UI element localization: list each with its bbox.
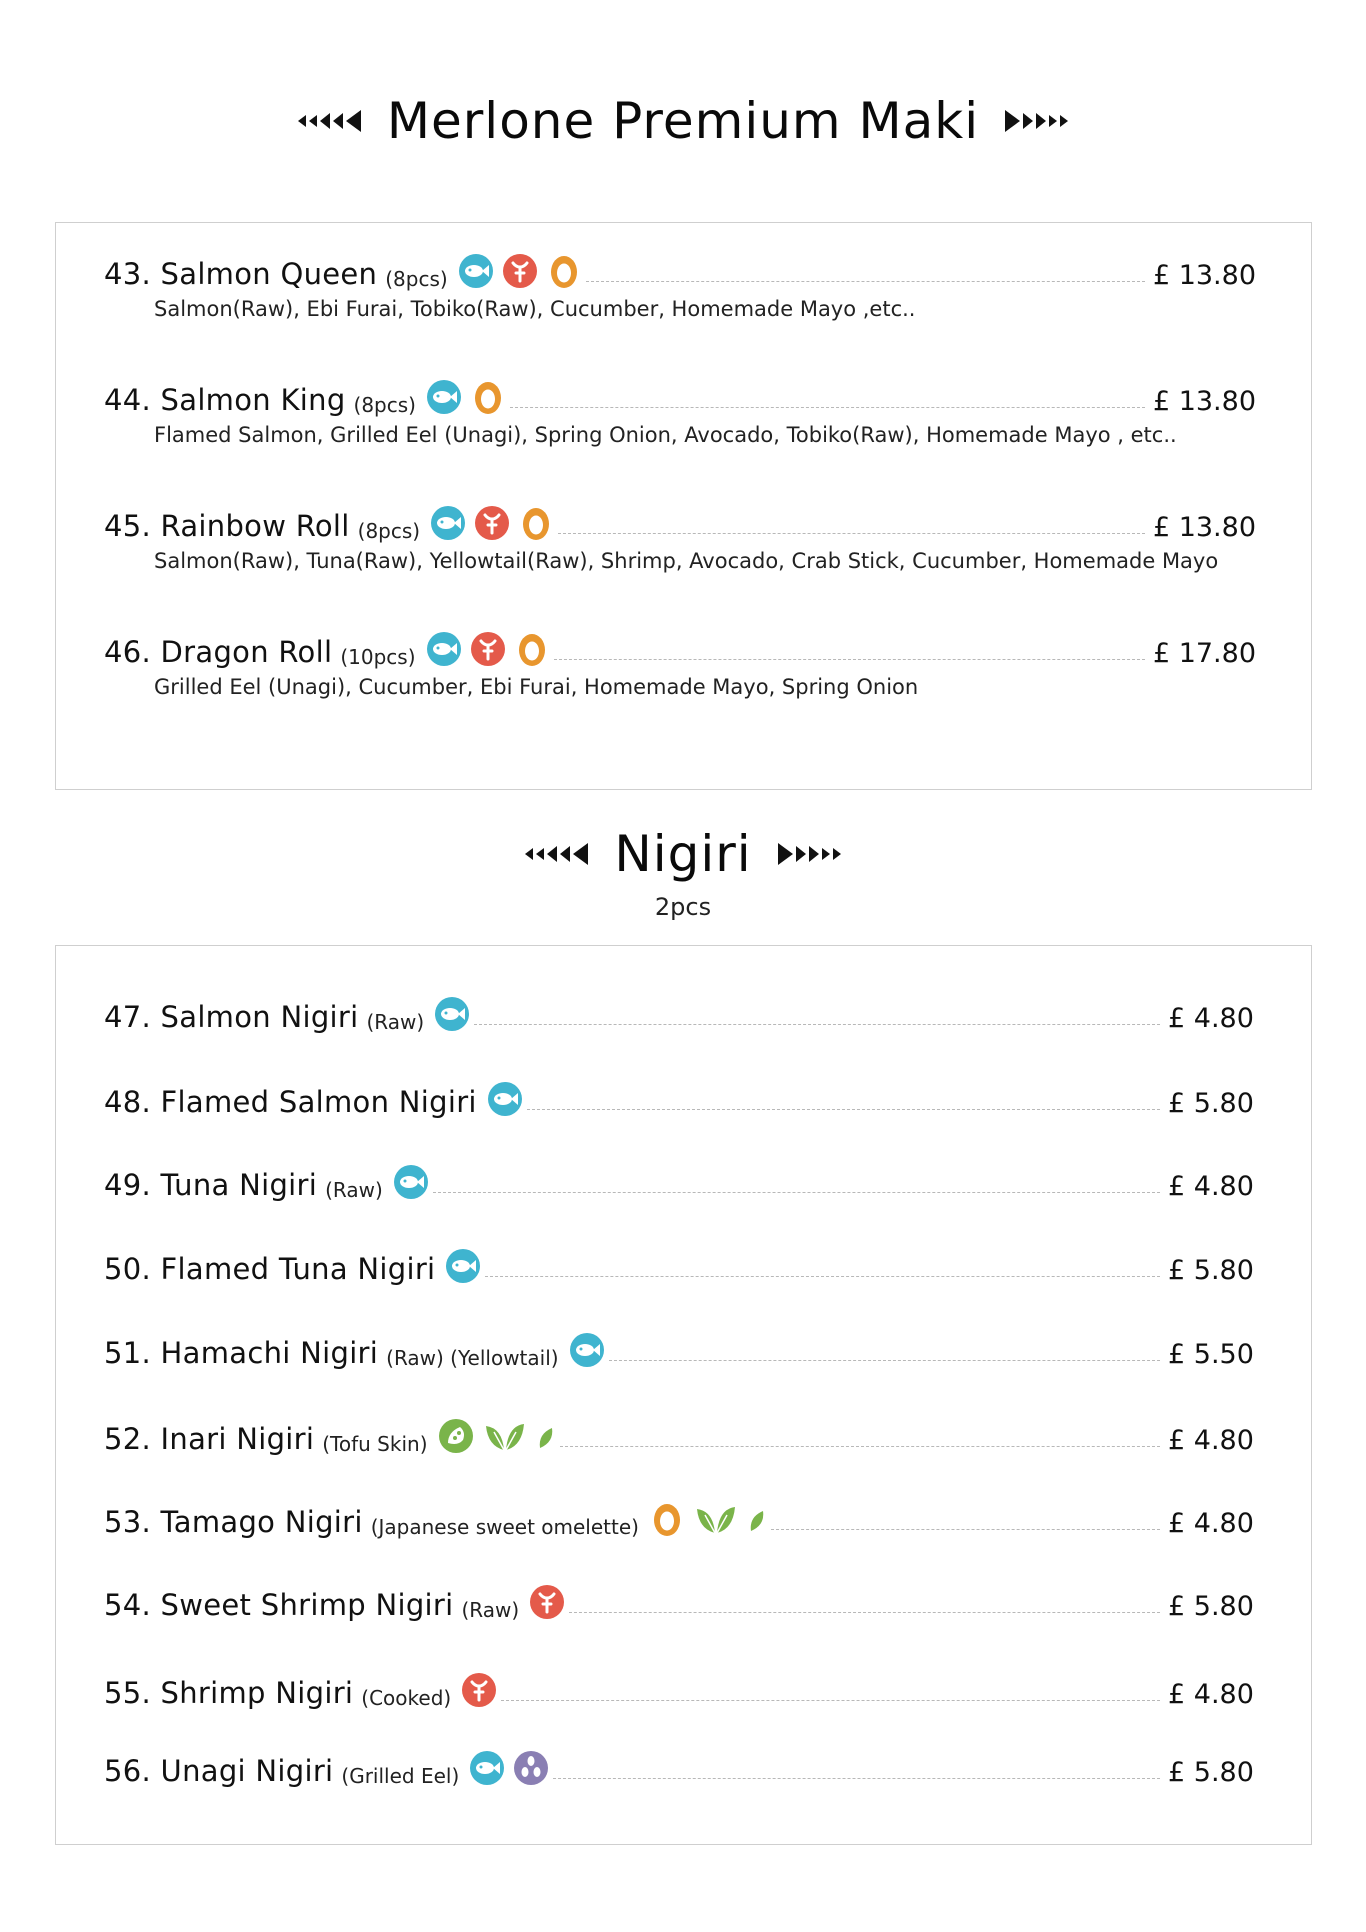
dotted-leader <box>560 1446 1161 1447</box>
dotted-leader <box>586 281 1145 282</box>
menu-item-note: (Raw) <box>325 1178 383 1202</box>
maki-panel <box>55 222 1312 790</box>
menu-item-line <box>104 505 1256 543</box>
menu-item-note: (10pcs) <box>340 645 416 669</box>
menu-item-description: Salmon(Raw), Ebi Furai, Tobiko(Raw), Cucumber, Homemade Mayo ,etc.. <box>154 297 916 321</box>
dotted-leader <box>771 1529 1160 1530</box>
right-arrows-icon <box>1005 110 1068 132</box>
allergen-icons <box>445 1248 481 1284</box>
menu-item-price: £ 5.80 <box>1168 1591 1254 1622</box>
allergen-icons <box>434 996 470 1032</box>
menu-item <box>104 253 1256 321</box>
dotted-leader <box>433 1192 1160 1193</box>
menu-item <box>104 1501 1256 1539</box>
allergen-icons <box>438 1418 556 1454</box>
menu-item-note: (8pcs) <box>357 519 421 543</box>
dotted-leader <box>510 407 1145 408</box>
menu-item-description: Salmon(Raw), Tuna(Raw), Yellowtail(Raw), Shrimp, Avocado, Crab Stick, Cucumber, Homemade Mayo <box>154 549 1219 573</box>
menu-item-price: £ 4.80 <box>1168 1171 1254 1202</box>
menu-item <box>104 1164 1256 1202</box>
allergen-icons <box>529 1584 565 1620</box>
menu-item <box>104 1418 1256 1456</box>
allergen-icons <box>649 1501 767 1537</box>
dotted-leader <box>501 1700 1160 1701</box>
menu-item-note: (Cooked) <box>361 1686 452 1710</box>
menu-item-price: £ 5.80 <box>1168 1088 1254 1119</box>
menu-item-price: £ 4.80 <box>1168 1003 1254 1034</box>
shrimp-icon <box>474 505 510 541</box>
menu-item <box>104 1750 1256 1788</box>
menu-item-note: (Raw) (Yellowtail) <box>386 1346 559 1370</box>
menu-item-name: 52. Inari Nigiri <box>104 1422 315 1456</box>
shrimp-icon <box>461 1672 497 1708</box>
fish-icon <box>426 379 462 415</box>
menu-item <box>104 1248 1256 1286</box>
menu-item-price: £ 13.80 <box>1152 260 1256 291</box>
menu-item-note: (8pcs) <box>353 393 416 417</box>
menu-item-price: £ 5.80 <box>1168 1255 1254 1286</box>
menu-item-name: 45. Rainbow Roll <box>104 509 350 543</box>
egg-icon <box>546 253 582 289</box>
menu-item <box>104 1332 1256 1370</box>
soy-icon <box>438 1418 474 1454</box>
menu-item-name: 51. Hamachi Nigiri <box>104 1336 379 1370</box>
fish-icon <box>393 1164 429 1200</box>
menu-item <box>104 1081 1256 1119</box>
fish-icon <box>469 1750 505 1786</box>
menu-item-price: £ 4.80 <box>1168 1508 1254 1539</box>
dotted-leader <box>553 1778 1160 1779</box>
fish-icon <box>430 505 466 541</box>
menu-item-name: 56. Unagi Nigiri <box>104 1754 334 1788</box>
menu-item <box>104 379 1256 447</box>
dotted-leader <box>609 1360 1160 1361</box>
shrimp-icon <box>470 631 506 667</box>
allergen-icons <box>569 1332 605 1368</box>
vegetarian-icon <box>747 1501 767 1537</box>
menu-item-line <box>104 631 1256 669</box>
allergen-icons <box>426 631 550 667</box>
nigiri-panel <box>55 945 1312 1845</box>
menu-item-name: 43. Salmon Queen <box>104 257 378 291</box>
egg-icon <box>514 631 550 667</box>
allergen-icons <box>487 1081 523 1117</box>
dotted-leader <box>485 1276 1160 1277</box>
fish-icon <box>487 1081 523 1117</box>
menu-item-line <box>104 1248 1256 1286</box>
left-arrows-icon <box>525 843 588 865</box>
menu-item-note: (Raw) <box>461 1598 520 1622</box>
menu-item-line <box>104 1501 1256 1539</box>
right-arrows-icon <box>778 843 841 865</box>
allergen-icons <box>393 1164 429 1200</box>
menu-item-description: Grilled Eel (Unagi), Cucumber, Ebi Furai, Homemade Mayo, Spring Onion <box>154 675 919 699</box>
dotted-leader <box>558 533 1145 534</box>
dotted-leader <box>554 659 1145 660</box>
menu-item-line <box>104 1584 1256 1622</box>
menu-item-price: £ 4.80 <box>1168 1679 1254 1710</box>
menu-item-note: (Grilled Eel) <box>341 1764 460 1788</box>
left-arrows-icon <box>298 110 361 132</box>
menu-item-price: £ 13.80 <box>1152 512 1256 543</box>
menu-item <box>104 505 1256 573</box>
allergen-icons <box>430 505 554 541</box>
shrimp-icon <box>502 253 538 289</box>
fish-icon <box>569 1332 605 1368</box>
egg-icon <box>470 379 506 415</box>
allergen-icons <box>426 379 506 415</box>
maki-title: Merlone Premium Maki <box>386 92 980 150</box>
menu-item-price: £ 5.50 <box>1168 1339 1254 1370</box>
menu-item-line <box>104 1081 1256 1119</box>
allergen-icons <box>469 1750 549 1786</box>
maki-section-title <box>0 92 1366 150</box>
menu-item-note: (Tofu Skin) <box>322 1432 428 1456</box>
menu-item-name: 49. Tuna Nigiri <box>104 1168 318 1202</box>
menu-item-description: Flamed Salmon, Grilled Eel (Unagi), Spring Onion, Avocado, Tobiko(Raw), Homemade Mayo , etc.. <box>154 423 1177 447</box>
menu-item-note: (Raw) <box>366 1010 425 1034</box>
menu-item-note: (8pcs) <box>385 267 448 291</box>
menu-item-line <box>104 253 1256 291</box>
shrimp-icon <box>529 1584 565 1620</box>
menu-item-line <box>104 379 1256 417</box>
vegetarian-icon <box>536 1418 556 1454</box>
menu-item <box>104 631 1256 699</box>
menu-item-name: 53. Tamago Nigiri <box>104 1505 363 1539</box>
menu-item-name: 50. Flamed Tuna Nigiri <box>104 1252 436 1286</box>
menu-item-price: £ 5.80 <box>1168 1757 1254 1788</box>
fish-icon <box>458 253 494 289</box>
menu-item-name: 55. Shrimp Nigiri <box>104 1676 354 1710</box>
allergen-icons <box>458 253 582 289</box>
menu-item-line <box>104 1164 1256 1202</box>
fish-icon <box>426 631 462 667</box>
menu-item <box>104 1584 1256 1622</box>
menu-item-price: £ 17.80 <box>1152 638 1256 669</box>
menu-item-name: 54. Sweet Shrimp Nigiri <box>104 1588 454 1622</box>
menu-item-line <box>104 1750 1256 1788</box>
menu-item <box>104 1672 1256 1710</box>
allergen-icons <box>461 1672 497 1708</box>
menu-item-price: £ 4.80 <box>1168 1425 1254 1456</box>
menu-item-line <box>104 1332 1256 1370</box>
nigiri-title: Nigiri <box>614 825 752 883</box>
sesame-icon <box>513 1750 549 1786</box>
vegan-icon <box>693 1501 739 1537</box>
menu-item-name: 46. Dragon Roll <box>104 635 333 669</box>
menu-item <box>104 996 1256 1034</box>
menu-item-line <box>104 1418 1256 1456</box>
dotted-leader <box>474 1024 1160 1025</box>
menu-item-note: (Japanese sweet omelette) <box>370 1515 639 1539</box>
nigiri-section-title <box>0 825 1366 883</box>
menu-item-line <box>104 1672 1256 1710</box>
egg-icon <box>518 505 554 541</box>
fish-icon <box>434 996 470 1032</box>
menu-item-name: 47. Salmon Nigiri <box>104 1000 359 1034</box>
menu-item-price: £ 13.80 <box>1152 386 1256 417</box>
nigiri-subtitle: 2pcs <box>654 893 712 921</box>
vegan-icon <box>482 1418 528 1454</box>
menu-item-name: 44. Salmon King <box>104 383 346 417</box>
menu-item-line <box>104 996 1256 1034</box>
egg-icon <box>649 1501 685 1537</box>
fish-icon <box>445 1248 481 1284</box>
dotted-leader <box>569 1612 1160 1613</box>
dotted-leader <box>527 1109 1160 1110</box>
menu-item-name: 48. Flamed Salmon Nigiri <box>104 1085 477 1119</box>
